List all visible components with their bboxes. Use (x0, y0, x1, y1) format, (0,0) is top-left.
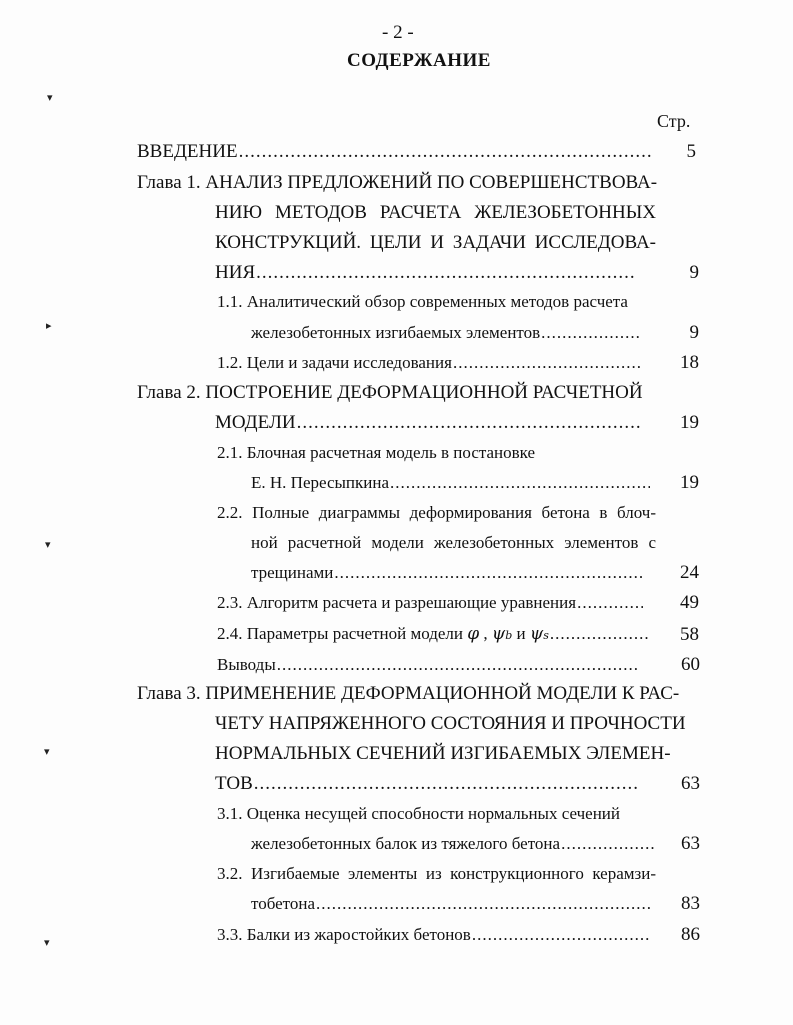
section-2-1-line: 2.1. Блочная расчетная модель в постановке (217, 443, 536, 462)
dot-leader (561, 834, 654, 854)
dot-leader (239, 141, 652, 163)
dot-leader (550, 624, 649, 644)
toc-entry-label: трещинами (251, 563, 334, 582)
toc-entry-page: 58 (680, 624, 699, 645)
section-1-1-last-line (251, 323, 643, 343)
section-3-1-line: 3.1. Оценка несущей способности нормальных сечений (217, 804, 620, 823)
section-2-3 (217, 593, 647, 613)
toc-entry-label: Е. Н. Пересыпкина (251, 473, 390, 492)
toc-entry-label: 2.3. Алгоритм расчета и разрешающие уравнения (217, 593, 577, 612)
chapter-1-title-line: НИЮ МЕТОДОВ РАСЧЕТА ЖЕЛЕЗОБЕТОННЫХ (215, 202, 656, 223)
chapter-1-title-line: Глава 1. АНАЛИЗ ПРЕДЛОЖЕНИЙ ПО СОВЕРШЕНСТВОВА- (137, 172, 658, 193)
dot-leader (577, 593, 643, 613)
chapter-3-title-line: НОРМАЛЬНЫХ СЕЧЕНИЙ ИЗГИБАЕМЫХ ЭЛЕМЕН- (215, 743, 671, 764)
chapter-3-title-last-line (215, 773, 642, 795)
chapter-1-title-line: КОНСТРУКЦИЙ. ЦЕЛИ И ЗАДАЧИ ИССЛЕДОВА- (215, 232, 656, 253)
toc-entry-page: 24 (680, 562, 699, 583)
dot-leader (541, 323, 639, 343)
dot-leader (256, 262, 636, 284)
dot-leader (277, 655, 640, 675)
section-3-2-last-line (251, 894, 655, 914)
symbol-phi: φ (467, 624, 480, 644)
section-2-1-last-line (251, 473, 654, 493)
dot-leader (254, 773, 638, 795)
section-3-1-last-line (251, 834, 658, 854)
section-2-4: 2.4. Параметры расчетной модели φ , ψ b и ψ s ..... (217, 624, 653, 644)
section-1-1-line: 1.1. Аналитический обзор современных методов расчета (217, 292, 628, 311)
symbol-subscript: s (543, 629, 549, 642)
page-column-header: Стр. (657, 111, 691, 131)
scan-speck-mark: ▾ (44, 937, 50, 949)
page-title: СОДЕРЖАНИЕ (347, 50, 491, 71)
chapter-2-title-line: Глава 2. ПОСТРОЕНИЕ ДЕФОРМАЦИОННОЙ РАСЧЕТНОЙ (137, 382, 643, 403)
toc-entry-page: 60 (681, 654, 700, 675)
dot-leader (297, 412, 641, 434)
toc-entry-page: 86 (681, 924, 700, 945)
dot-leader (453, 353, 641, 373)
section-3-2-line: 3.2. Изгибаемые элементы из конструкционного керамзи- (217, 864, 656, 883)
toc-entry-label: 1.2. Цели и задачи исследования (217, 353, 452, 372)
chapter-3-title-line: Глава 3. ПРИМЕНЕНИЕ ДЕФОРМАЦИОННОЙ МОДЕЛИ К РАС- (137, 683, 680, 704)
chapter-3-title-line: ЧЕТУ НАПРЯЖЕННОГО СОСТОЯНИЯ И ПРОЧНОСТИ (215, 713, 686, 734)
page-number: - 2 - (382, 22, 414, 43)
conclusions (217, 655, 644, 675)
section-2-2-last-line (251, 563, 647, 583)
toc-entry-intro (137, 141, 656, 163)
section-2-2-line: ной расчетной модели железобетонных элементов с (251, 533, 656, 552)
toc-entry-page: 19 (680, 472, 699, 493)
dot-leader (472, 925, 651, 945)
scan-speck-mark: ▾ (45, 539, 51, 551)
toc-entry-page: 9 (689, 262, 699, 283)
toc-entry-label: ТОВ (215, 773, 253, 794)
toc-entry-page: 83 (681, 893, 700, 914)
conjunction: и (516, 624, 526, 643)
symbol-psi: ψ (491, 624, 506, 644)
dot-leader (390, 473, 650, 493)
dot-leader (316, 894, 651, 914)
toc-entry-page: 9 (689, 322, 699, 343)
scan-speck-mark: ▾ (44, 746, 50, 758)
toc-entry-label: тобетона (251, 894, 316, 913)
toc-entry-page: 19 (680, 412, 699, 433)
section-2-2-line: 2.2. Полные диаграммы деформирования бетона в блоч- (217, 503, 656, 522)
toc-entry-page: 5 (686, 141, 696, 162)
toc-entry-page: 18 (680, 352, 699, 373)
dot-leader (334, 563, 643, 583)
symbol-psi: ψ (529, 624, 544, 644)
toc-entry-label: 3.3. Балки из жаростойких бетонов (217, 925, 471, 944)
toc-entry-label: железобетонных балок из тяжелого бетона (251, 834, 561, 853)
toc-entry-label: МОДЕЛИ (215, 412, 296, 433)
symbol-subscript: b (505, 629, 513, 642)
scan-speck-mark: ▾ (47, 92, 53, 104)
toc-entry-label: НИЯ (215, 262, 256, 283)
scan-speck-mark: ▸ (46, 320, 52, 332)
section-3-3 (217, 925, 655, 945)
toc-entry-page: 49 (680, 592, 699, 613)
toc-entry-page: 63 (681, 833, 700, 854)
chapter-1-title-last-line (215, 262, 640, 284)
toc-entry-label: Выводы (217, 655, 276, 674)
section-1-2 (217, 353, 645, 373)
chapter-2-title-last-line (215, 412, 645, 434)
toc-entry-label: 2.4. Параметры расчетной модели (217, 624, 463, 643)
toc-entry-label: ВВЕДЕНИЕ (137, 141, 238, 162)
toc-entry-page: 63 (681, 773, 700, 794)
toc-entry-label: железобетонных изгибаемых элементов (251, 323, 541, 342)
